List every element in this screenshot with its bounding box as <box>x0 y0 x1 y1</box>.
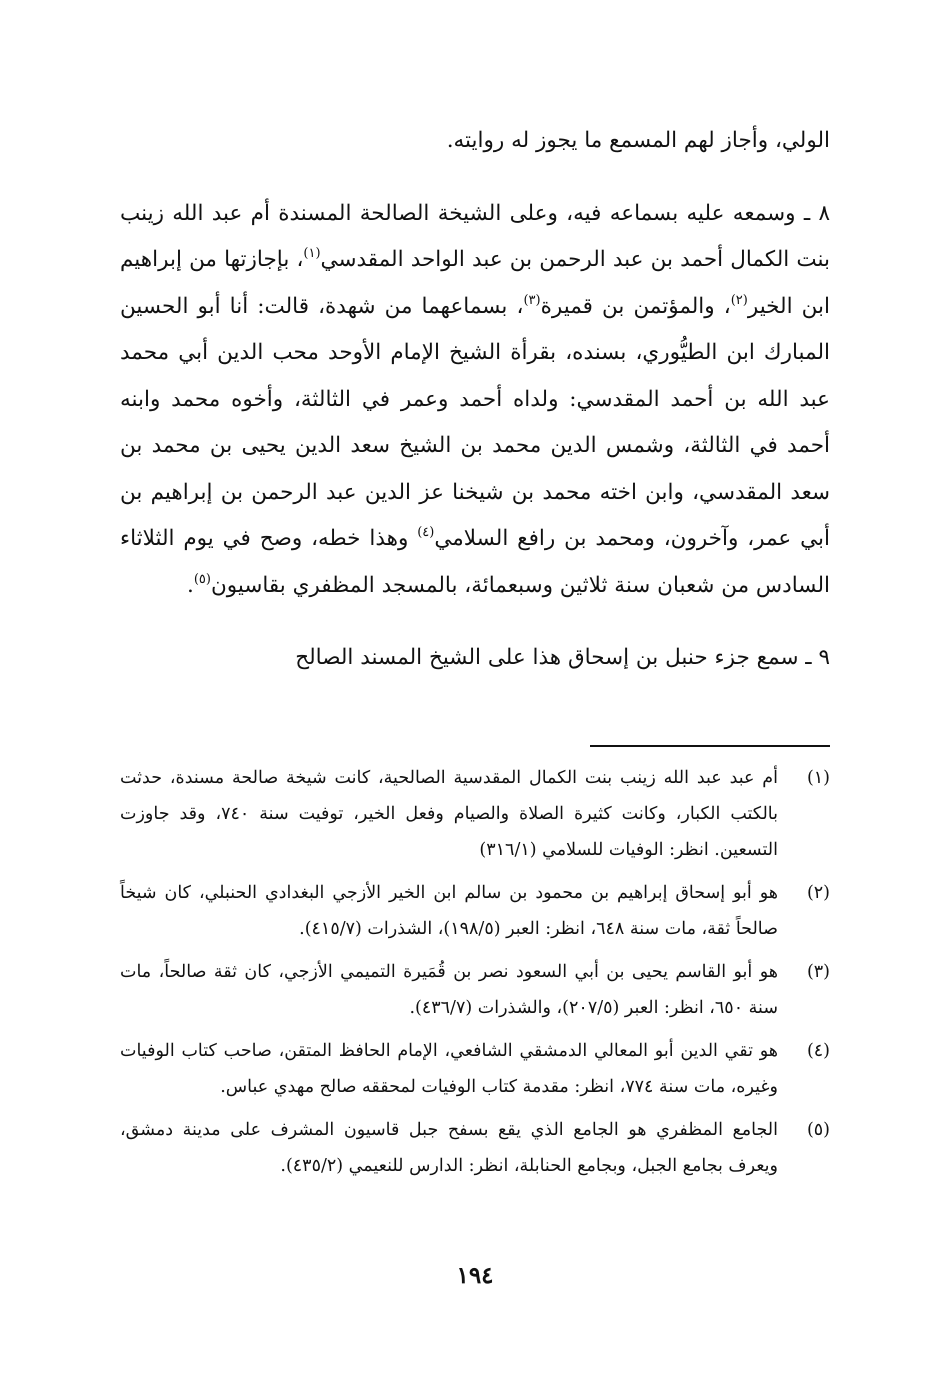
paragraph-8-part-a: ٨ ـ وسمعه عليه بسماعه فيه، وعلى الشيخة الصالحة المسندة أم عبد الله زينب بنت الكمال أحمد بن عبد الرحمن بن عبد الواحد المقدسي <box>120 200 830 272</box>
footnote-text: هو تقي الدين أبو المعالي الدمشقي الشافعي، الإمام الحافظ المتقن، صاحب كتاب الوفيات وغيره، مات سنة ٧٧٤، انظر: مقدمة كتاب الوفيات لمحققه صالح مهدي عباس. <box>120 1041 778 1097</box>
footnote-ref-3: (٣) <box>523 292 541 308</box>
main-text <box>120 118 830 682</box>
page-number: ١٩٤ <box>456 1262 494 1289</box>
footnote-text: الجامع المظفري هو الجامع الذي يقع بسفح جبل قاسيون المشرف على مدينة دمشق، ويعرف بجامع الجبل، وبجامع الحنابلة، انظر: الدارس للنعيمي (٤٣٥/٢). <box>120 1120 778 1176</box>
footnotes <box>120 760 830 1191</box>
footnote-5 <box>120 1112 830 1184</box>
footnote-1 <box>120 760 830 868</box>
footnote-2 <box>120 875 830 947</box>
paragraph-continuation: الولي، وأجاز لهم المسمع ما يجوز له روايته. <box>446 128 830 153</box>
footnote-text: هو أبو إسحاق إبراهيم بن محمود بن سالم ابن الخير الأزجي البغدادي الحنبلي، كان شيخاً صالحاً ثقة، مات سنة ٦٤٨، انظر: العبر (١٩٨/٥)، الشذرات (٤١٥/٧). <box>120 883 778 939</box>
footnote-number: (١) <box>806 768 830 788</box>
footnote-text: هو أبو القاسم يحيى بن أبي السعود نصر بن قُمَيرة التميمي الأزجي، كان ثقة صالحاً، مات سنة ٦٥٠، انظر: العبر (٢٠٧/٥)، والشذرات (٤٣٦/٧). <box>120 962 778 1018</box>
paragraph-8-part-f: . <box>186 572 194 598</box>
footnote-ref-5: (٥) <box>193 571 211 587</box>
footnote-text: أم عبد عبد الله زينب بنت الكمال المقدسية الصالحية، كانت شيخة صالحة مسندة، حدثت بالكتب الكبار، وكانت كثيرة الصلاة والصيام وفعل الخير، توفيت سنة ٧٤٠، وقد جاوزت التسعين. انظر: الوفيات للسلامي (٣١٦/١) <box>120 768 778 860</box>
paragraph-8-part-c: ، والمؤتمن بن قميرة <box>540 293 731 319</box>
footnote-4 <box>120 1033 830 1105</box>
paragraph-8-part-d: ، بسماعهما من شهدة، قالت: أنا أبو الحسين المبارك ابن الطيُّوري، بسنده، بقرأة الشيخ الإمام الأوحد محب الدين أبي محمد عبد الله بن أحمد المقدسي: ولداه أحمد وعمر في الثالثة، وأخوه محمد وابنه أحمد في الثالثة، وشمس الدين محمد بن الشيخ سعد الدين يحيى بن محمد بن سعد المقدسي، وابن اخته محمد بن شيخنا عز الدين عبد الرحمن بن إبراهيم بن أبي عمر، وآخرون، ومحمد بن رافع السلامي <box>120 293 831 551</box>
footnote-number: (٤) <box>806 1041 830 1061</box>
footnote-number: (٢) <box>806 883 830 903</box>
footnote-ref-2: (٢) <box>730 292 748 308</box>
footnote-separator <box>590 745 830 747</box>
paragraph-8-part-b: ، بإجازتها من إبراهيم ابن الخير <box>120 247 830 319</box>
paragraph-9: ٩ ـ سمع جزء حنبل بن إسحاق هذا على الشيخ المسند الصالح <box>295 645 830 670</box>
paragraph-8 <box>120 191 830 610</box>
footnote-number: (٥) <box>806 1120 830 1140</box>
footnote-number: (٣) <box>806 962 830 982</box>
footnote-ref-4: (٤) <box>417 525 435 540</box>
paragraph-8-part-e: وهذا خطه، وصح في يوم الثلاثاء السادس من شعبان سنة ثلاثين وسبعمائة، بالمسجد المظفري بقاسيون <box>120 526 830 598</box>
footnote-3 <box>120 954 830 1026</box>
footnote-ref-1: (١) <box>303 246 321 261</box>
